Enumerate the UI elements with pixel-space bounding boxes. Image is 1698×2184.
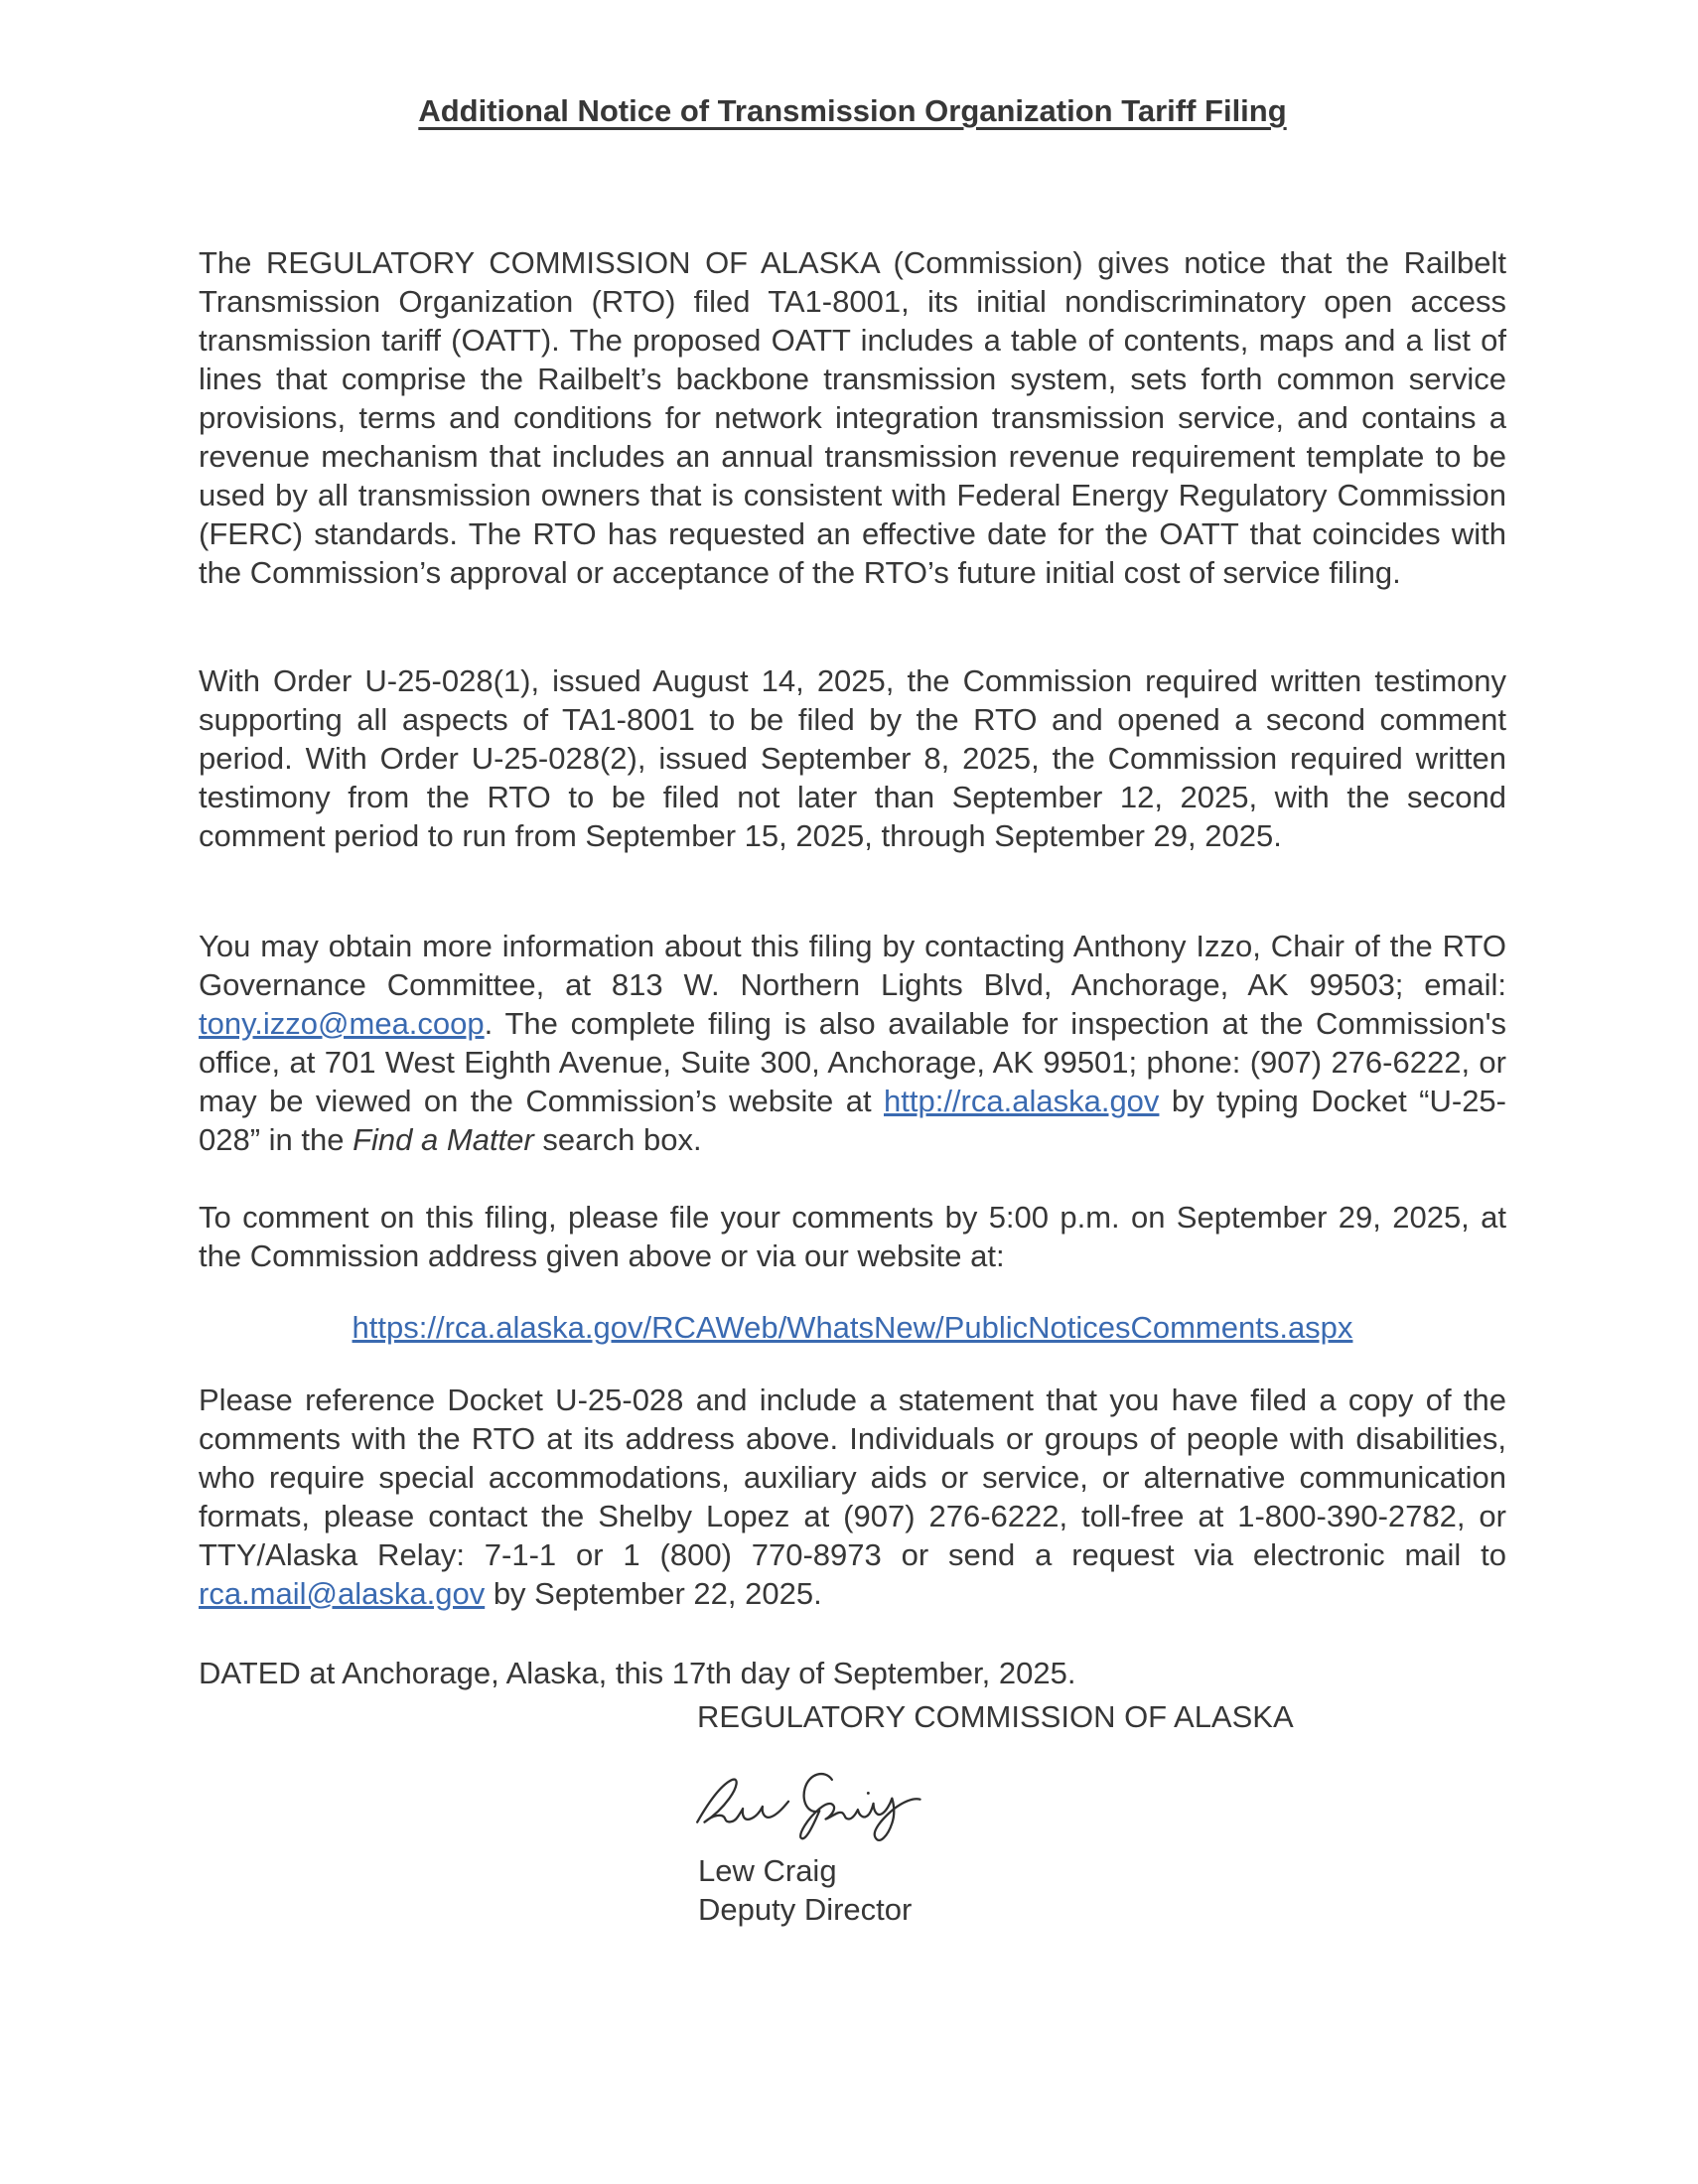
- signer-title: Deputy Director: [698, 1892, 913, 1927]
- comments-url-line: [199, 1308, 1506, 1347]
- rca-website-link[interactable]: http://rca.alaska.gov: [884, 1084, 1160, 1118]
- public-notices-comments-link[interactable]: https://rca.alaska.gov/RCAWeb/WhatsNew/PublicNoticesComments.aspx: [352, 1310, 1353, 1345]
- orders-paragraph: [199, 661, 1506, 855]
- text-run: With Order U-25-028(1), issued August 14, 2025, the Commission required written testimony supporting all aspects of TA1-8001 to be filed by the RTO and opened a second comment period. With Order U-25-028(2), issued September 8, 2025, the Commission required written testimony from the RTO to be filed not later than September 12, 2025, with the second comment period to run from September 15, 2025, through September 29, 2025.: [199, 663, 1506, 853]
- handwritten-signature: [693, 1763, 931, 1850]
- rca-mail-link[interactable]: rca.mail@alaska.gov: [199, 1576, 486, 1611]
- text-run: To comment on this filing, please file your comments by 5:00 p.m. on September 29, 2025, at the Commission address given above or via our website at:: [199, 1200, 1506, 1273]
- text-run: The REGULATORY COMMISSION OF ALASKA (Commission) gives notice that the Railbelt Transmission Organization (RTO) filed TA1-8001, its initial nondiscriminatory open access transmission tariff (OATT). The proposed OATT includes a table of contents, maps and a list of lines that comprise the Railbelt’s backbone transmission system, sets forth common service provisions, terms and conditions for network integration transmission service, and contains a revenue mechanism that includes an annual transmission revenue requirement template to be used by all transmission owners that is consistent with Federal Energy Regulatory Commission (FERC) standards. The RTO has requested an effective date for the OATT that coincides with the Commission’s approval or acceptance of the RTO’s future initial cost of service filing.: [199, 245, 1506, 590]
- signature-organization: REGULATORY COMMISSION OF ALASKA: [697, 1699, 1294, 1734]
- document-title-text: Additional Notice of Transmission Organization Tariff Filing: [418, 93, 1287, 128]
- text-run: You may obtain more information about this filing by contacting Anthony Izzo, Chair of the RTO Governance Committee, at 813 W. Northern Lights Blvd, Anchorage, AK 99503; email:: [199, 929, 1506, 1002]
- contact-info-paragraph: [199, 927, 1506, 1159]
- text-run: . The complete filing is also available for inspection at the Commission's office, at 701 West Eighth Avenue, Suite 300, Anchorage, AK 99501; phone: (907) 276-6222, or may be viewed on the Commission’s website at: [199, 1006, 1506, 1118]
- text-run: by typing Docket “U-25-028” in the: [199, 1084, 1506, 1157]
- document-title: [199, 91, 1506, 130]
- text-run: search box.: [533, 1122, 702, 1157]
- text-run: Please reference Docket U-25-028 and include a statement that you have filed a copy of the comments with the RTO at its address above. Individuals or groups of people with disabilities, who require special accommodations, auxiliary aids or service, or alternative communication formats, please contact the Shelby Lopez at (907) 276-6222, toll-free at 1-800-390-2782, or TTY/Alaska Relay: 7-1-1 or 1 (800) 770-8973 or send a request via electronic mail to: [199, 1383, 1506, 1572]
- text-run: DATED at Anchorage, Alaska, this 17th day of September, 2025.: [199, 1656, 1076, 1690]
- dated-line: [199, 1654, 1506, 1692]
- comment-instructions-paragraph: [199, 1198, 1506, 1275]
- signature-handwriting-svg: [693, 1763, 931, 1850]
- notice-intro-paragraph: [199, 243, 1506, 592]
- text-run: by September 22, 2025.: [485, 1576, 822, 1611]
- find-a-matter-label: Find a Matter: [353, 1122, 534, 1157]
- accessibility-paragraph: [199, 1381, 1506, 1613]
- signer-name: Lew Craig: [698, 1853, 837, 1888]
- email-link-tony-izzo[interactable]: tony.izzo@mea.coop: [199, 1006, 485, 1041]
